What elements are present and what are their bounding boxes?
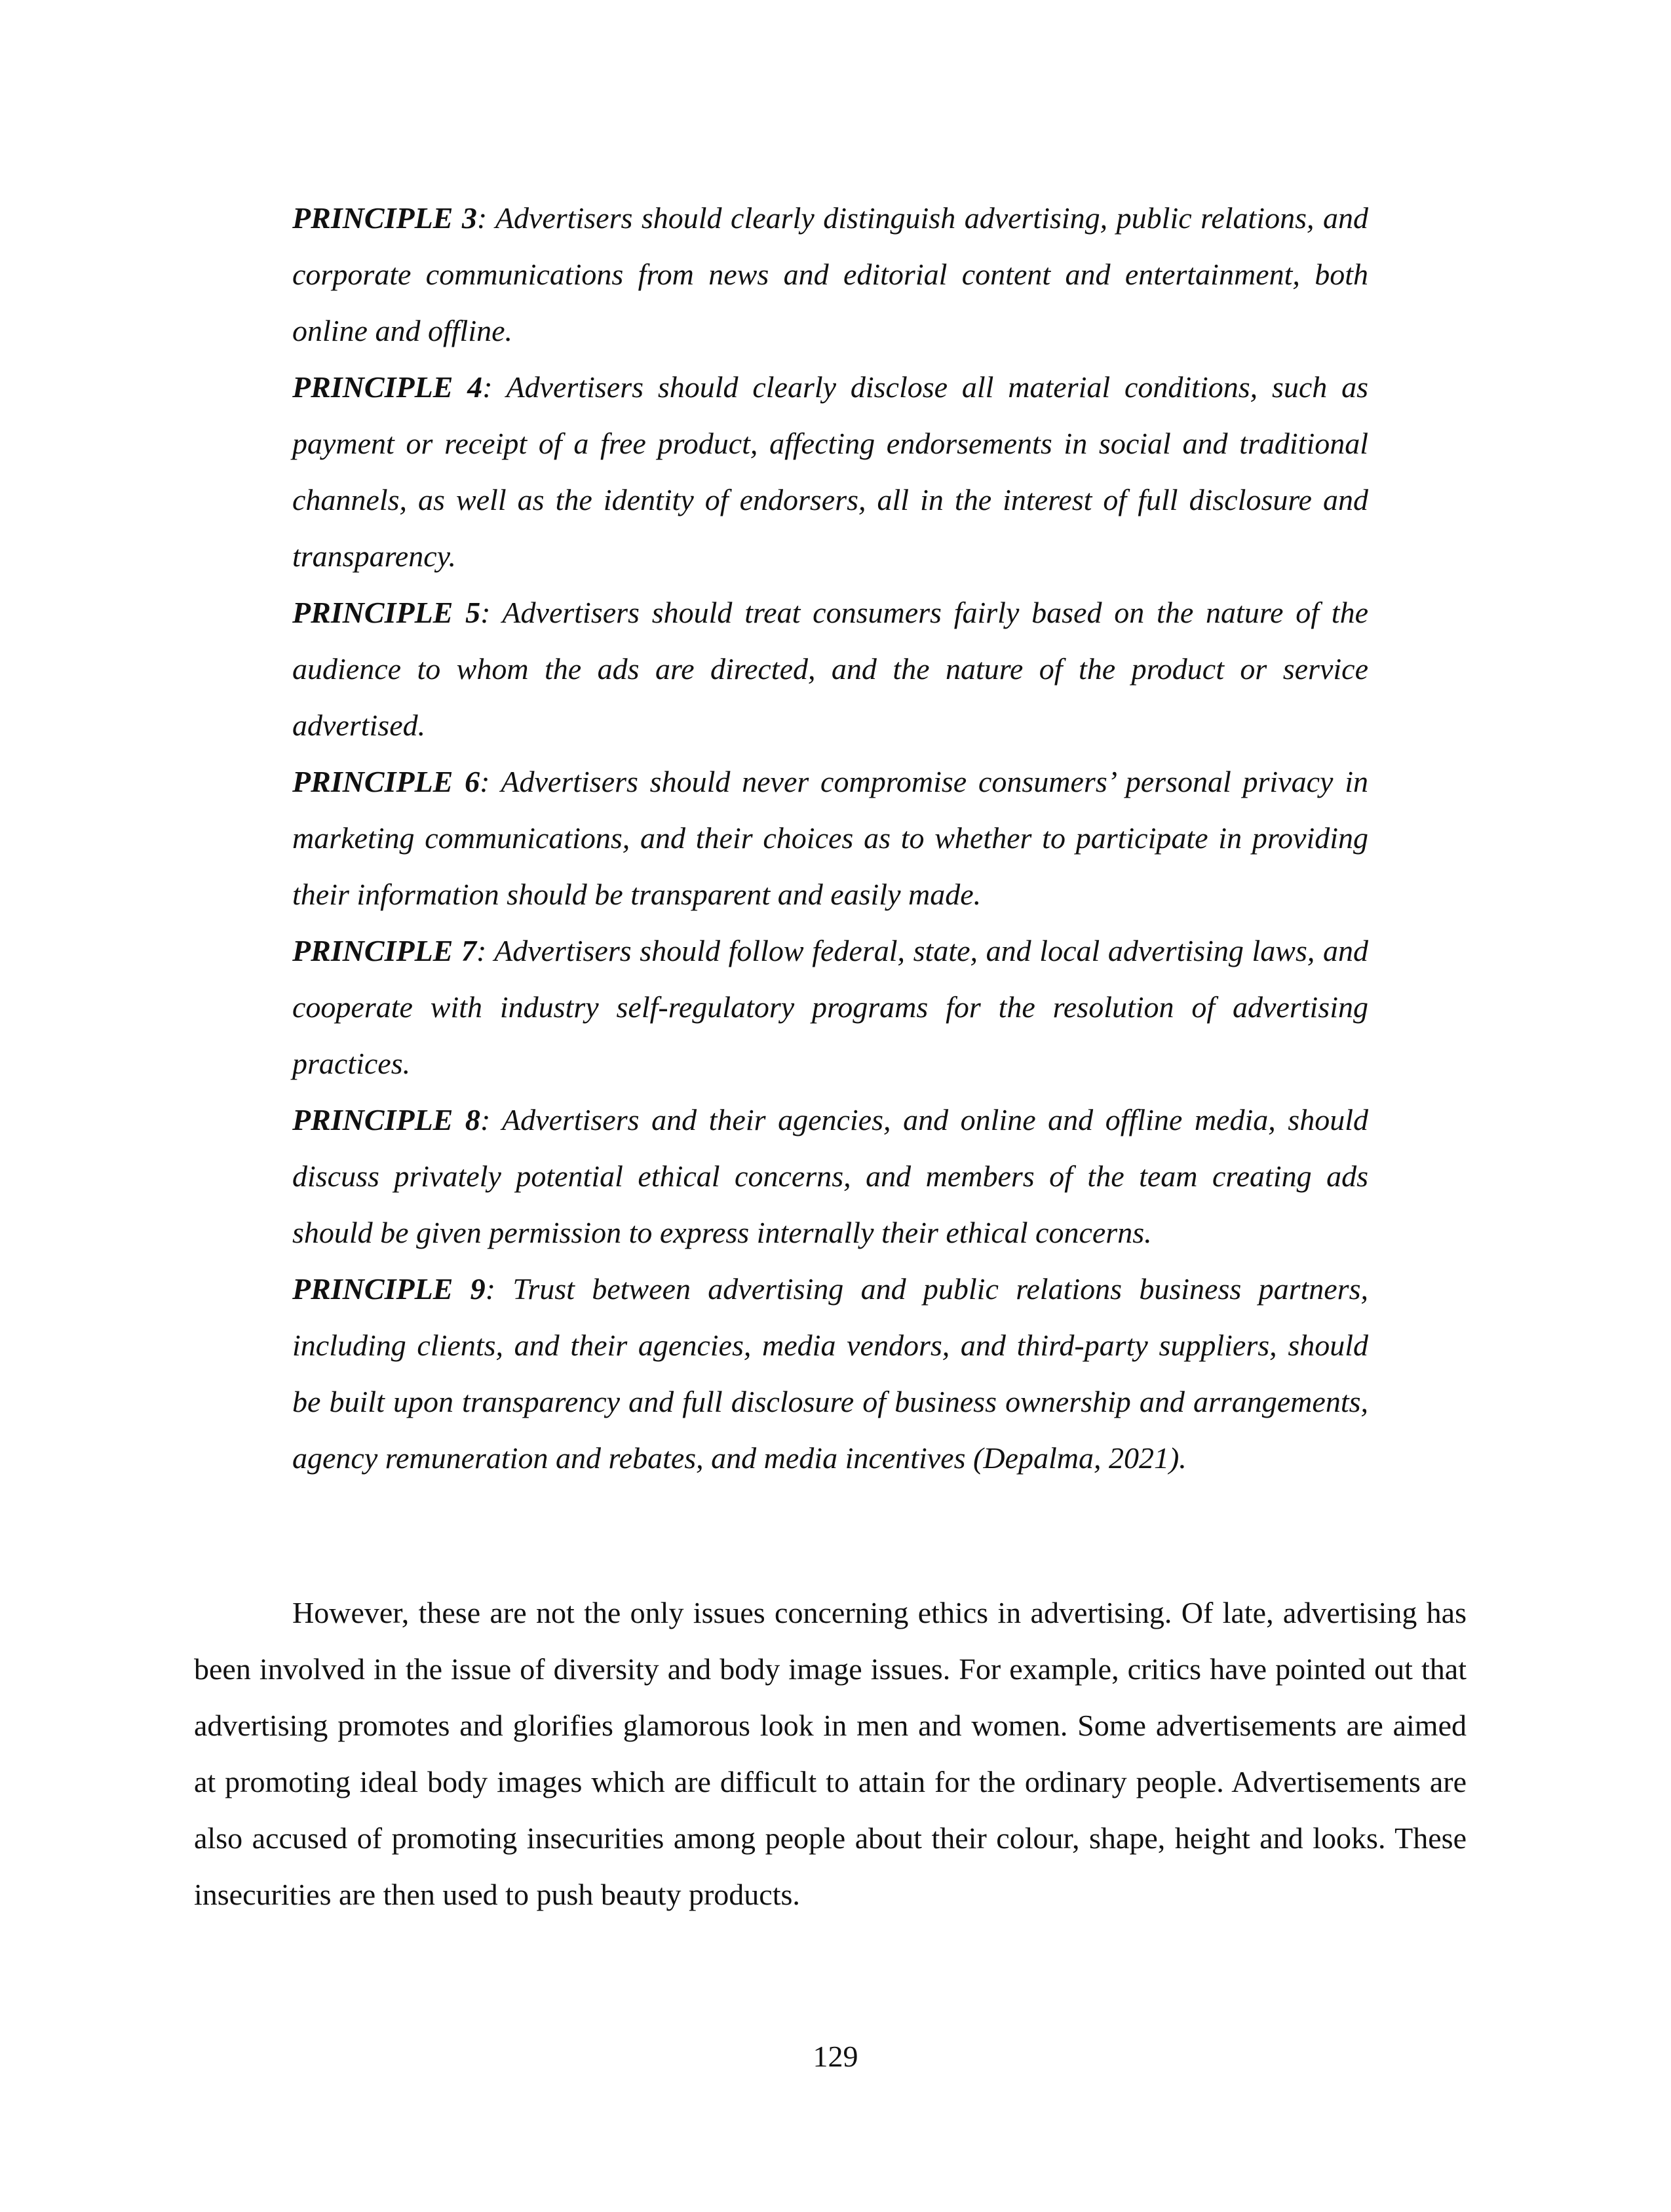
- principle-5: [292, 585, 1368, 754]
- principle-label: PRINCIPLE 6: [292, 765, 480, 798]
- principle-label: PRINCIPLE 9: [292, 1272, 486, 1306]
- principle-6: [292, 754, 1368, 923]
- principle-label: PRINCIPLE 5: [292, 596, 481, 629]
- principle-8: [292, 1092, 1368, 1261]
- principle-9: [292, 1261, 1368, 1486]
- principles-list: [292, 190, 1368, 1486]
- principle-label: PRINCIPLE 8: [292, 1103, 480, 1136]
- principle-label: PRINCIPLE 3: [292, 201, 477, 235]
- principle-text: : Advertisers should treat consumers fairly based on the nature of the audience to whom the ads are directed, and the nature of the product or service advertised.: [292, 596, 1368, 742]
- principle-text: : Advertisers should follow federal, state, and local advertising laws, and cooperate with industry self-regulatory programs for the resolution of advertising practices.: [292, 934, 1368, 1080]
- principle-3: [292, 190, 1368, 359]
- principle-7: [292, 923, 1368, 1092]
- principle-text: : Advertisers should clearly distinguish advertising, public relations, and corporate communications from news and editorial content and entertainment, both online and offline.: [292, 201, 1368, 347]
- principle-text: : Advertisers should never compromise consumers’ personal privacy in marketing communications, and their choices as to whether to participate in providing their information should be transparent and easily made.: [292, 765, 1368, 911]
- body-paragraph: However, these are not the only issues concerning ethics in advertising. Of late, advertising has been involved in the issue of diversity and body image issues. For example, critics have pointed out that advertising promotes and glorifies glamorous look in men and women. Some advertisements are aimed at promoting ideal body images which are difficult to attain for the ordinary people. Advertisements are also accused of promoting insecurities among people about their colour, shape, height and looks. These insecurities are then used to push beauty products.: [194, 1596, 1467, 1911]
- principle-text: : Trust between advertising and public relations business partners, including clients, and their agencies, media vendors, and third-party suppliers, should be built upon transparency and full disclosure of business ownership and arrangements, agency remuneration and rebates, and media incentives (Depalma, 2021).: [292, 1272, 1368, 1475]
- principle-4: [292, 359, 1368, 585]
- principle-label: PRINCIPLE 7: [292, 934, 476, 967]
- page-number: 129: [813, 2040, 858, 2073]
- principle-label: PRINCIPLE 4: [292, 370, 483, 404]
- principle-text: : Advertisers should clearly disclose all material conditions, such as payment or receipt of a free product, affecting endorsements in social and traditional channels, as well as the identity of endorsers, all in the interest of full disclosure and transparency.: [292, 370, 1368, 573]
- principle-text: : Advertisers and their agencies, and online and offline media, should discuss privately potential ethical concerns, and members of the team creating ads should be given permission to express internally their ethical concerns.: [292, 1103, 1368, 1249]
